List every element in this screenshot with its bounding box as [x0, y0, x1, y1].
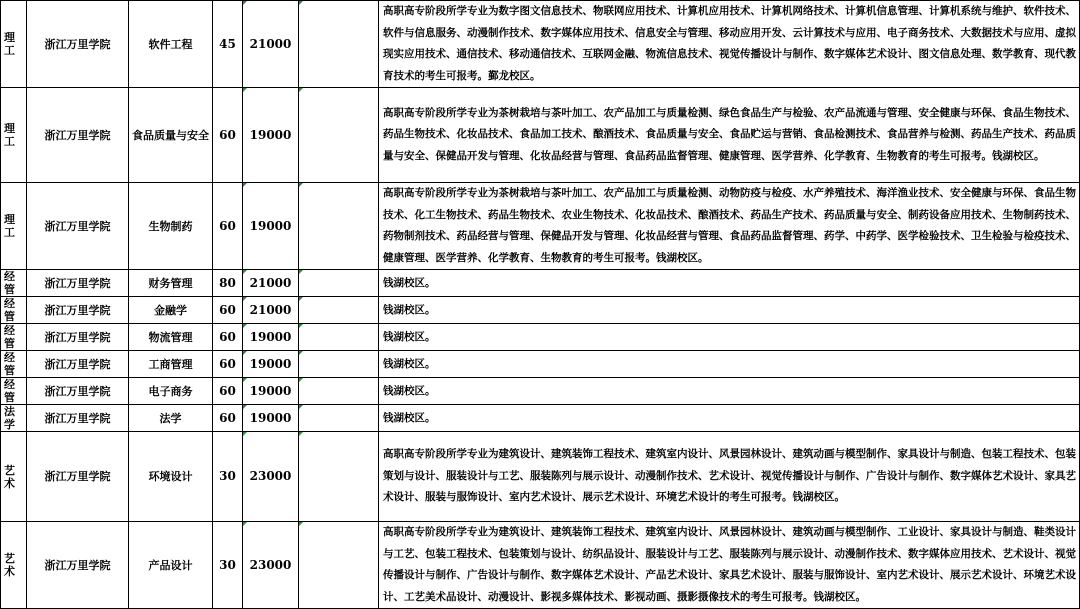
tuition-cell: 19000: [243, 88, 299, 183]
major-cell: 产品设计: [129, 522, 213, 609]
blank-cell: [299, 324, 379, 351]
plan-cell: 60: [213, 324, 243, 351]
plan-cell: 60: [213, 297, 243, 324]
school-cell: 浙江万里学院: [27, 1, 129, 88]
tuition-cell: 19000: [243, 351, 299, 378]
school-cell: 浙江万里学院: [27, 405, 129, 432]
school-cell: 浙江万里学院: [27, 270, 129, 297]
category-cell: 经管: [1, 270, 27, 297]
tuition-cell: 23000: [243, 522, 299, 609]
school-cell: 浙江万里学院: [27, 522, 129, 609]
category-cell: 理工: [1, 183, 27, 270]
category-cell: 经管: [1, 378, 27, 405]
note-cell: 高职高专阶段所学专业为建筑设计、建筑装饰工程技术、建筑室内设计、风景园林设计、建筑动画与模型制作、工业设计、家具设计与制造、鞋类设计与工艺、包装工程技术、包装策划与设计、纺织品设计、服装设计与工艺、服装陈列与展示设计、动漫制作技术、数字媒体应用技术、艺术设计、视觉传播设计与制作、广告设计与制作、数字媒体艺术设计、产品艺术设计、家具艺术设计、服装与服饰设计、室内艺术设计、展示艺术设计、环境艺术设计、工艺美术品设计、动漫设计、影视多媒体技术、影视动画、摄影摄像技术的考生可报考。钱湖校区。: [379, 522, 1080, 609]
school-cell: 浙江万里学院: [27, 88, 129, 183]
blank-cell: [299, 183, 379, 270]
major-cell: 财务管理: [129, 270, 213, 297]
tuition-cell: 23000: [243, 432, 299, 522]
school-cell: 浙江万里学院: [27, 324, 129, 351]
school-cell: 浙江万里学院: [27, 351, 129, 378]
blank-cell: [299, 88, 379, 183]
category-cell: 经管: [1, 297, 27, 324]
note-cell: 高职高专阶段所学专业为茶树栽培与茶叶加工、农产品加工与质量检测、绿色食品生产与检验、农产品流通与管理、安全健康与环保、食品生物技术、药品生物技术、化妆品技术、食品加工技术、酿酒技术、食品质量与安全、食品贮运与营销、食品检测技术、食品营养与检测、药品生产技术、药品质量与安全、保健品开发与管理、化妆品经营与管理、食品药品监督管理、健康管理、医学营养、化学教育、生物教育的考生可报考。钱湖校区。: [379, 88, 1080, 183]
blank-cell: [299, 522, 379, 609]
category-cell: 法学: [1, 405, 27, 432]
category-cell: 经管: [1, 324, 27, 351]
plan-cell: 60: [213, 378, 243, 405]
plan-cell: 60: [213, 183, 243, 270]
category-cell: 理工: [1, 1, 27, 88]
note-cell: 钱湖校区。: [379, 297, 1080, 324]
table-row: [1, 1, 1080, 88]
category-cell: 经管: [1, 351, 27, 378]
tuition-cell: 21000: [243, 297, 299, 324]
major-cell: 物流管理: [129, 324, 213, 351]
table-row: [1, 297, 1080, 324]
tuition-cell: 21000: [243, 270, 299, 297]
plan-cell: 60: [213, 351, 243, 378]
table-row: [1, 378, 1080, 405]
major-cell: 电子商务: [129, 378, 213, 405]
school-cell: 浙江万里学院: [27, 297, 129, 324]
major-cell: 食品质量与安全: [129, 88, 213, 183]
category-cell: 艺术: [1, 522, 27, 609]
tuition-cell: 19000: [243, 324, 299, 351]
note-cell: 钱湖校区。: [379, 378, 1080, 405]
plan-cell: 60: [213, 405, 243, 432]
plan-cell: 45: [213, 1, 243, 88]
plan-cell: 60: [213, 88, 243, 183]
table-row: [1, 432, 1080, 522]
major-cell: 工商管理: [129, 351, 213, 378]
blank-cell: [299, 1, 379, 88]
table-row: [1, 270, 1080, 297]
school-cell: 浙江万里学院: [27, 378, 129, 405]
tuition-cell: 19000: [243, 405, 299, 432]
note-cell: 高职高专阶段所学专业为茶树栽培与茶叶加工、农产品加工与质量检测、动物防疫与检疫、水产养殖技术、海洋渔业技术、安全健康与环保、食品生物技术、化工生物技术、药品生物技术、农业生物技术、化妆品技术、酿酒技术、药品生产技术、药品质量与安全、制药设备应用技术、生物制药技术、药物制剂技术、药品经营与管理、保健品开发与管理、化妆品经营与管理、食品药品监督管理、药学、中药学、医学检验技术、卫生检验与检疫技术、健康管理、医学营养、化学教育、生物教育的考生可报考。钱湖校区。: [379, 183, 1080, 270]
blank-cell: [299, 270, 379, 297]
plan-cell: 80: [213, 270, 243, 297]
table-row: [1, 405, 1080, 432]
note-cell: 钱湖校区。: [379, 405, 1080, 432]
plan-cell: 30: [213, 522, 243, 609]
blank-cell: [299, 378, 379, 405]
plan-cell: 30: [213, 432, 243, 522]
table-row: [1, 88, 1080, 183]
major-cell: 法学: [129, 405, 213, 432]
blank-cell: [299, 351, 379, 378]
table-row: [1, 351, 1080, 378]
blank-cell: [299, 405, 379, 432]
table-row: [1, 522, 1080, 609]
school-cell: 浙江万里学院: [27, 432, 129, 522]
tuition-cell: 19000: [243, 183, 299, 270]
note-cell: 高职高专阶段所学专业为数字图文信息技术、物联网应用技术、计算机应用技术、计算机网络技术、计算机信息管理、计算机系统与维护、软件技术、软件与信息服务、动漫制作技术、数字媒体应用技术、信息安全与管理、移动应用开发、云计算技术与应用、电子商务技术、大数据技术与应用、虚拟现实应用技术、通信技术、移动通信技术、互联网金融、物流信息技术、视觉传播设计与制作、数字媒体艺术设计、图文信息处理、数学教育、现代教育技术的考生可报考。鄞龙校区。: [379, 1, 1080, 88]
note-cell: 钱湖校区。: [379, 324, 1080, 351]
table-row: [1, 183, 1080, 270]
school-cell: 浙江万里学院: [27, 183, 129, 270]
major-cell: 金融学: [129, 297, 213, 324]
category-cell: 理工: [1, 88, 27, 183]
tuition-cell: 21000: [243, 1, 299, 88]
major-cell: 软件工程: [129, 1, 213, 88]
major-cell: 生物制药: [129, 183, 213, 270]
category-cell: 艺术: [1, 432, 27, 522]
note-cell: 高职高专阶段所学专业为建筑设计、建筑装饰工程技术、建筑室内设计、风景园林设计、建筑动画与模型制作、家具设计与制造、包装工程技术、包装策划与设计、服装设计与工艺、服装陈列与展示设计、动漫制作技术、艺术设计、视觉传播设计与制作、广告设计与制作、数字媒体艺术设计、家具艺术设计、服装与服饰设计、室内艺术设计、展示艺术设计、环境艺术设计的考生可报考。钱湖校区。: [379, 432, 1080, 522]
tuition-cell: 19000: [243, 378, 299, 405]
table-row: [1, 324, 1080, 351]
major-cell: 环境设计: [129, 432, 213, 522]
blank-cell: [299, 432, 379, 522]
blank-cell: [299, 297, 379, 324]
note-cell: 钱湖校区。: [379, 270, 1080, 297]
note-cell: 钱湖校区。: [379, 351, 1080, 378]
